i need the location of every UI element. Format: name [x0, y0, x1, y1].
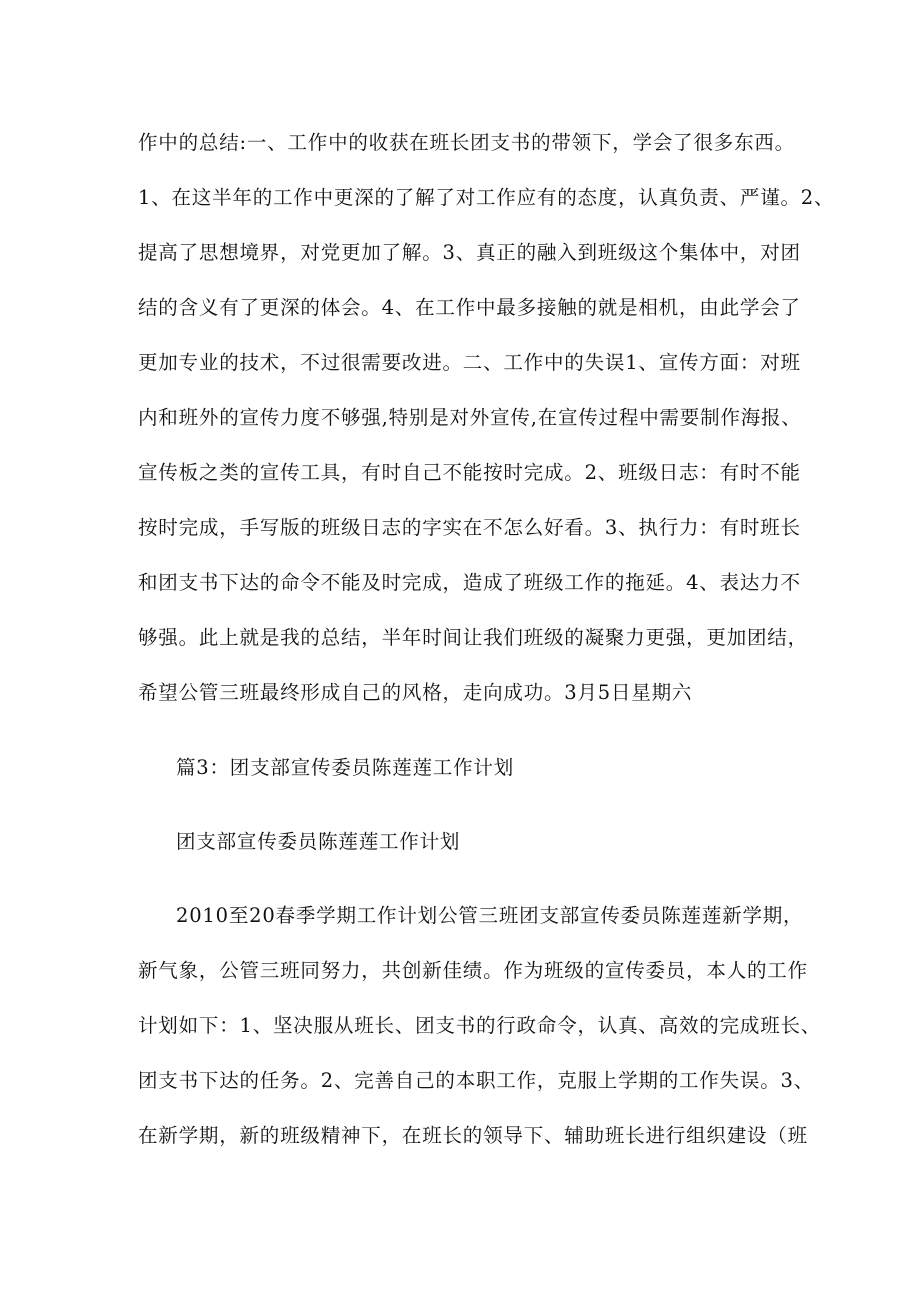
text-line: 够强。此上就是我的总结，半年时间让我们班级的凝聚力更强，更加团结， [138, 626, 808, 649]
text-line: 和团支书下达的命令不能及时完成，造成了班级工作的拖延。4、表达力不 [138, 571, 801, 594]
text-line: 宣传板之类的宣传工具，有时自己不能按时完成。2、班级日志：有时不能 [138, 461, 801, 484]
text-line: 希望公管三班最终形成自己的风格，走向成功。3月5日星期六 [138, 681, 693, 704]
text-line: 作中的总结:一、工作中的收获在班长团支书的带领下，学会了很多东西。 [138, 131, 795, 154]
text-line: 内和班外的宣传力度不够强,特别是对外宣传,在宣传过程中需要制作海报、 [138, 406, 802, 429]
section-heading: 篇3：团支部宣传委员陈莲莲工作计划 [176, 756, 515, 779]
text-line: 更加专业的技术，不过很需要改进。二、工作中的失误1、宣传方面：对班 [138, 351, 801, 374]
text-line: 新气象，公管三班同努力，共创新佳绩。作为班级的宣传委员，本人的工作 [138, 959, 808, 982]
text-line: 提高了思想境界，对党更加了解。3、真正的融入到班级这个集体中，对团 [138, 241, 801, 264]
text-line: 在新学期，新的班级精神下，在班长的领导下、辅助班长进行组织建设（班 [138, 1124, 808, 1147]
section-subheading: 团支部宣传委员陈莲莲工作计划 [176, 830, 461, 853]
text-line: 按时完成，手写版的班级日志的字实在不怎么好看。3、执行力：有时班长 [138, 516, 801, 539]
text-line: 1、在这半年的工作中更深的了解了对工作应有的态度，认真负责、严谨。2、 [138, 186, 835, 209]
text-line: 结的含义有了更深的体会。4、在工作中最多接触的就是相机，由此学会了 [138, 296, 801, 319]
text-line: 计划如下：1、坚决服从班长、团支书的行政命令，认真、高效的完成班长、 [138, 1014, 822, 1037]
text-line: 团支书下达的任务。2、完善自己的本职工作，克服上学期的工作失误。3、 [138, 1069, 815, 1092]
text-line: 2010至20春季学期工作计划公管三班团支部宣传委员陈莲莲新学期， [176, 904, 804, 927]
